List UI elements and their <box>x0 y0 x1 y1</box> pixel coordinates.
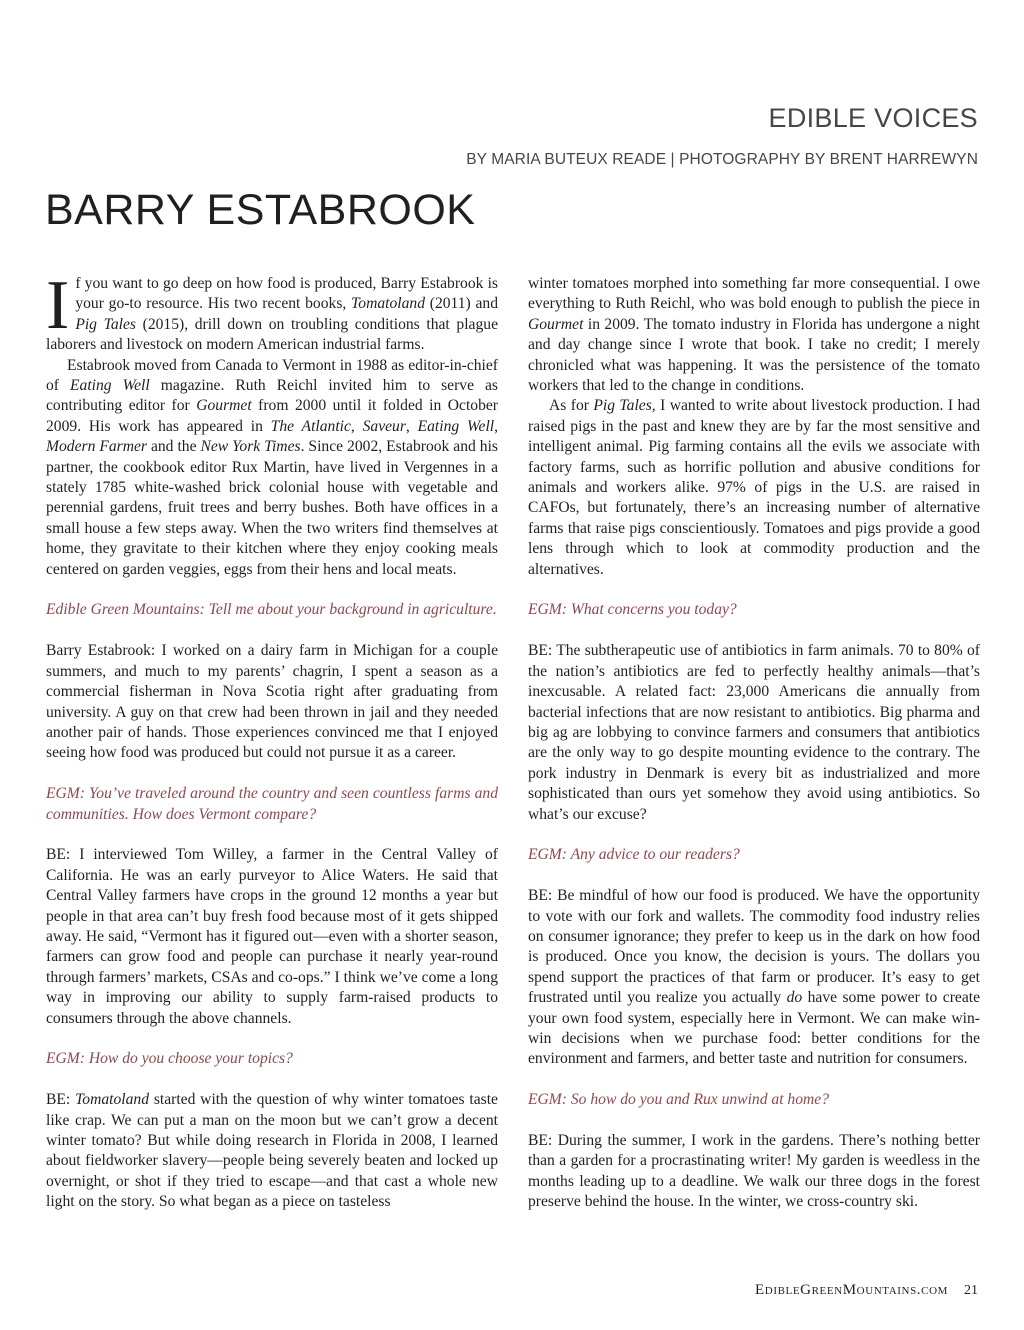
text: BE: <box>46 1091 76 1109</box>
question: Edible Green Mountains: Tell me about your background in agriculture. <box>46 601 497 619</box>
intro-paragraph <box>46 267 499 356</box>
byline: BY MARIA BUTEUX READE | PHOTOGRAPHY BY BRENT HARREWYN <box>466 151 978 168</box>
answer: BE: During the summer, I work in the gardens. There’s nothing better than a garden for a procrastinating writer! My garden is weedless in the months leading up to a deadline. We walk our three dogs in the forest preserve behind the house. In the winter, we cross-country ski. <box>528 1131 980 1211</box>
publication: Saveur <box>362 417 406 435</box>
book-title: Tomatoland <box>351 295 425 313</box>
page-footer <box>755 1282 978 1299</box>
text: (2015), drill down on troubling conditions that plague laborers and livestock on modern American industrial farms. <box>46 315 498 354</box>
question: EGM: How do you choose your topics? <box>46 1050 293 1068</box>
text: , <box>494 417 499 435</box>
text: , <box>405 417 418 435</box>
publication: Gourmet <box>196 397 252 415</box>
book-title: Tomatoland <box>75 1091 150 1109</box>
publication: New York Times <box>200 438 301 456</box>
text: in 2009. The tomato industry in Florida has undergone a night and day change since I wrote that book. I take no credit; I merely chronicled what was happening. It was the persistence of the tomato workers that led to the change in conditions. <box>528 315 980 395</box>
publication: The Atlantic <box>270 417 351 435</box>
text: I wanted to write about livestock production. I had raised pigs in the past and knew they are by far the most sensitive and intelligent animal. Pig farming contains all the evils we associate with factory farms, such as horrific pollution and abusive conditions for animals and workers alike. 97% of pigs in the U.S. are raised in CAFOs, but fortunately, there’s an increasing number of alternative farms that raise pigs conscientiously. Tomatoes and pigs provide a good lens through which to look at commodity production and the alternatives. <box>528 397 981 578</box>
text: As for <box>549 397 594 415</box>
text: from 2000 until it folded in October 2009. His work has appeared in <box>46 397 499 435</box>
text: BE: Be mindful of how our food is produced. We have the opportunity to vote with our fork and wallets. The commodity food industry relies on consumer ignorance; they prefer to keep us in the dark on how food is produced. Once you know, the decision is yours. The dollars you spend support the practices of that farm or producer. It’s easy to get frustrated until you realize you actually <box>528 887 980 1007</box>
answer-continued <box>528 274 980 396</box>
text: Estabrook moved from Canada to Vermont in 1988 as editor-in-chief of <box>46 356 498 395</box>
book-title: Pig Tales <box>75 315 136 333</box>
text: magazine. Ruth Reichl invited him to serve as contributing editor for <box>46 377 499 415</box>
text: have some power to create your own food system, especially here in Vermont. We can make win-win decisions when we purchase food: better conditions for the environment and farmers, and better taste and nutrition for consumers. <box>528 989 980 1068</box>
footer-site: EdibleGreenMountains.com <box>755 1282 948 1298</box>
text: , <box>350 417 363 435</box>
text: and the <box>146 438 201 456</box>
question: EGM: You’ve traveled around the country and seen countless farms and communities. How does Vermont compare? <box>46 785 498 823</box>
section-title: EDIBLE VOICES <box>768 103 978 133</box>
answer <box>46 1090 498 1212</box>
question: EGM: What concerns you today? <box>528 601 737 619</box>
emphasis: do <box>786 989 803 1007</box>
book-title: Pig Tales, <box>593 397 656 415</box>
answer-paragraph <box>528 396 980 580</box>
headline: BARRY ESTABROOK <box>45 186 476 234</box>
bio-paragraph <box>46 356 498 580</box>
answer: BE: The subtherapeutic use of antibiotics in farm animals. 70 to 80% of the nation’s antibiotics are fed to perfectly healthy animals—that’s inexcusable. A related fact: 23,000 Americans die annually from bacterial infections that are now resistant to antibiotics. Big pharma and big ag are lobbying to convince farmers and consumers that antibiotics are the only way to go despite mounting evidence to the contrary. The pork industry in Denmark is every bit as industrialized and more sophisticated than ours yet somehow they avoid using antibiotics. So what’s our excuse? <box>528 642 980 823</box>
text: (2011) and <box>425 295 499 313</box>
drop-cap: I <box>46 267 70 344</box>
publication: Eating Well <box>417 417 495 435</box>
answer <box>528 886 980 1070</box>
text: started with the question of why winter tomatoes taste like crap. We can put a man on the moon but we can’t grow a decent winter tomato? But while doing research in Florida in 2008, I learned about fieldworker slavery—people being severely beaten and locked up overnight, or shot if they tried to escape—and that cast a whole new light on the story. So what began as a piece on tasteless <box>46 1091 498 1211</box>
answer: Barry Estabrook: I worked on a dairy farm in Michigan for a couple summers, and much to my parents’ chagrin, I spent a season as a commercial fisherman in Nova Scotia right after graduating from university. A guy on that crew had been thrown in jail and they needed another pair of hands. Those experiences convinced me that I enjoyed seeing how food was produced but could not pursue it as a career. <box>46 642 498 762</box>
left-column <box>46 267 499 1213</box>
question: EGM: So how do you and Rux unwind at home? <box>528 1091 830 1109</box>
right-column <box>528 274 980 1213</box>
question: EGM: Any advice to our readers? <box>528 846 740 864</box>
answer: BE: I interviewed Tom Willey, a farmer in the Central Valley of California. He was an early purveyor to Alice Waters. He said that Central Valley farmers have crops in the ground 12 months a year but people in that area can’t buy fresh food because most of it gets shipped away. He said, “Vermont has it figured out—even with a shorter season, farmers can grow food and people can purchase it nearly year-round through farmers’ markets, CSAs and co-ops.” I think we’ve come a long way in improving our ability to supply farm-raised products to consumers through the above channels. <box>46 846 498 1027</box>
publication: Eating Well <box>70 377 150 395</box>
publication: Gourmet <box>528 315 584 333</box>
text: . Since 2002, Estabrook and his partner, the cookbook editor Rux Martin, have lived in Vergennes in a stately 1785 white-washed brick colonial house with vegetable and perennial gardens, fruit trees and berry bushes. Both have offices in a small house a few steps away. When the two writers find themselves at home, they gravitate to their kitchen where they enjoy cooking meals centered on garden veggies, eggs from their hens and local meats. <box>46 438 498 578</box>
page-number: 21 <box>964 1283 978 1298</box>
publication: Modern Farmer <box>46 438 147 456</box>
text: f you want to go deep on how food is produced, Barry Estabrook is your go-to resource. His two recent books, <box>75 275 498 313</box>
text: winter tomatoes morphed into something far more consequential. I owe everything to Ruth Reichl, who was bold enough to publish the piece in <box>528 275 980 313</box>
